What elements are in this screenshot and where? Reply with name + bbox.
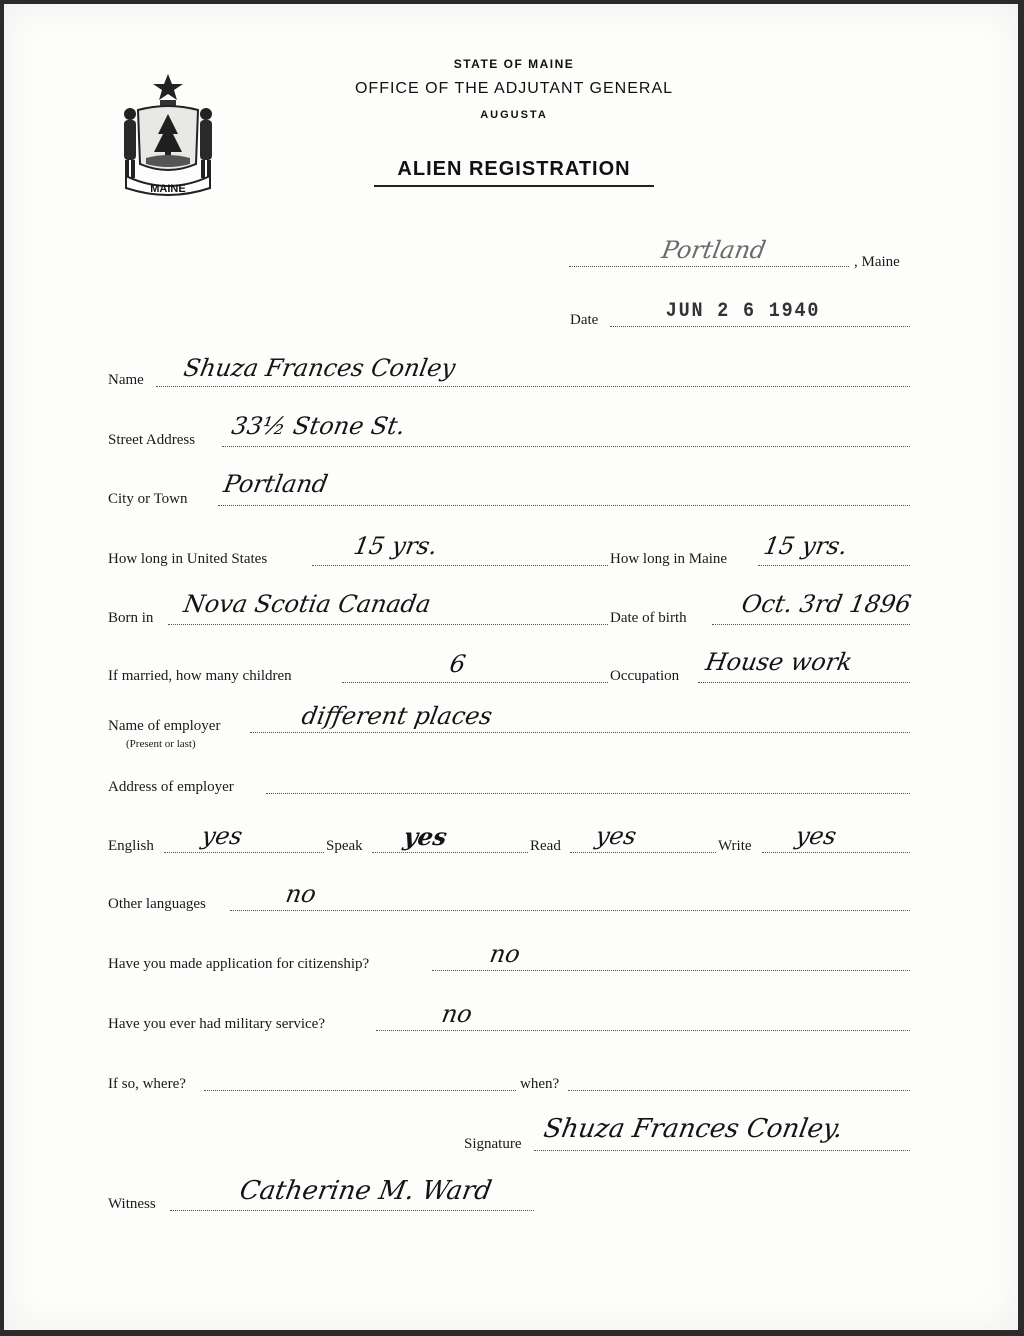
other-languages-line [230, 910, 910, 911]
when-line [568, 1090, 910, 1091]
citizenship-line [432, 970, 910, 971]
how-long-maine-line [758, 565, 910, 566]
speak-label: Speak [326, 838, 363, 854]
header-office: OFFICE OF THE ADJUTANT GENERAL [354, 80, 674, 97]
name-label: Name [108, 372, 144, 388]
employer-address-label: Address of employer [108, 779, 234, 795]
dob-label: Date of birth [610, 610, 687, 626]
witness-line [170, 1210, 534, 1211]
how-long-us-label: How long in United States [108, 551, 268, 567]
registration-form [4, 4, 1018, 1330]
when-label: when? [520, 1076, 560, 1092]
if-so-where-line [204, 1090, 516, 1091]
speak-line [372, 852, 528, 853]
citizenship-label: Have you made application for citizenship? [108, 956, 370, 972]
children-line [342, 682, 608, 683]
employer-address-line [266, 793, 910, 794]
signature-label: Signature [464, 1136, 522, 1152]
children-label: If married, how many children [108, 668, 292, 684]
read-line [570, 852, 716, 853]
form-title: ALIEN REGISTRATION [374, 158, 654, 187]
other-languages-value: no [283, 880, 319, 908]
occupation-value: House work [703, 648, 855, 676]
occupation-line [698, 682, 910, 683]
speak-value: yes [401, 822, 450, 851]
date-stamp: JUN 2 6 1940 [665, 300, 821, 323]
born-in-value: Nova Scotia Canada [181, 590, 434, 618]
citizenship-value: no [487, 940, 523, 968]
street-address-value: 33½ Stone St. [229, 412, 408, 440]
signature-value: Shuza Frances Conley. [541, 1114, 846, 1144]
children-value: 6 [447, 650, 468, 678]
date-line [610, 326, 910, 327]
date-label: Date [570, 312, 599, 328]
born-in-line [168, 624, 608, 625]
read-value: yes [593, 822, 639, 850]
read-label: Read [530, 838, 561, 854]
how-long-us-line [312, 565, 608, 566]
write-label: Write [718, 838, 752, 854]
military-line [376, 1030, 910, 1031]
write-line [762, 852, 910, 853]
how-long-us-value: 15 yrs. [351, 532, 440, 560]
how-long-maine-value: 15 yrs. [761, 532, 850, 560]
header-state: STATE OF MAINE [453, 57, 575, 71]
witness-value: Catherine M. Ward [237, 1176, 494, 1206]
other-languages-label: Other languages [108, 896, 206, 912]
dob-line [712, 624, 910, 625]
english-label: English [108, 838, 154, 854]
military-value: no [439, 1000, 475, 1028]
maine-state-seal-icon [116, 72, 220, 198]
place-line [569, 266, 849, 267]
city-value: Portland [221, 470, 331, 498]
employer-name-value: different places [299, 702, 495, 730]
employer-name-line [250, 732, 910, 733]
english-line [164, 852, 324, 853]
military-label: Have you ever had military service? [108, 1016, 325, 1032]
employer-name-label: Name of employer [108, 718, 221, 734]
street-address-line [222, 446, 910, 447]
header-city: AUGUSTA [480, 109, 548, 121]
name-value: Shuza Frances Conley [181, 354, 458, 382]
dob-value: Oct. 3rd 1896 [739, 590, 914, 618]
place-value: Portland [659, 236, 769, 264]
city-label: City or Town [108, 491, 188, 507]
city-line [218, 505, 910, 506]
english-value: yes [199, 822, 245, 850]
born-in-label: Born in [108, 610, 154, 626]
witness-label: Witness [108, 1196, 156, 1212]
how-long-maine-label: How long in Maine [610, 551, 728, 567]
svg-text:MAINE: MAINE [150, 183, 186, 195]
street-address-label: Street Address [108, 432, 196, 448]
name-line [156, 386, 910, 387]
occupation-label: Occupation [610, 668, 680, 684]
if-so-where-label: If so, where? [108, 1076, 186, 1092]
maine-label: , Maine [854, 254, 900, 270]
employer-note: (Present or last) [126, 738, 196, 750]
write-value: yes [793, 822, 839, 850]
signature-line [534, 1150, 910, 1151]
